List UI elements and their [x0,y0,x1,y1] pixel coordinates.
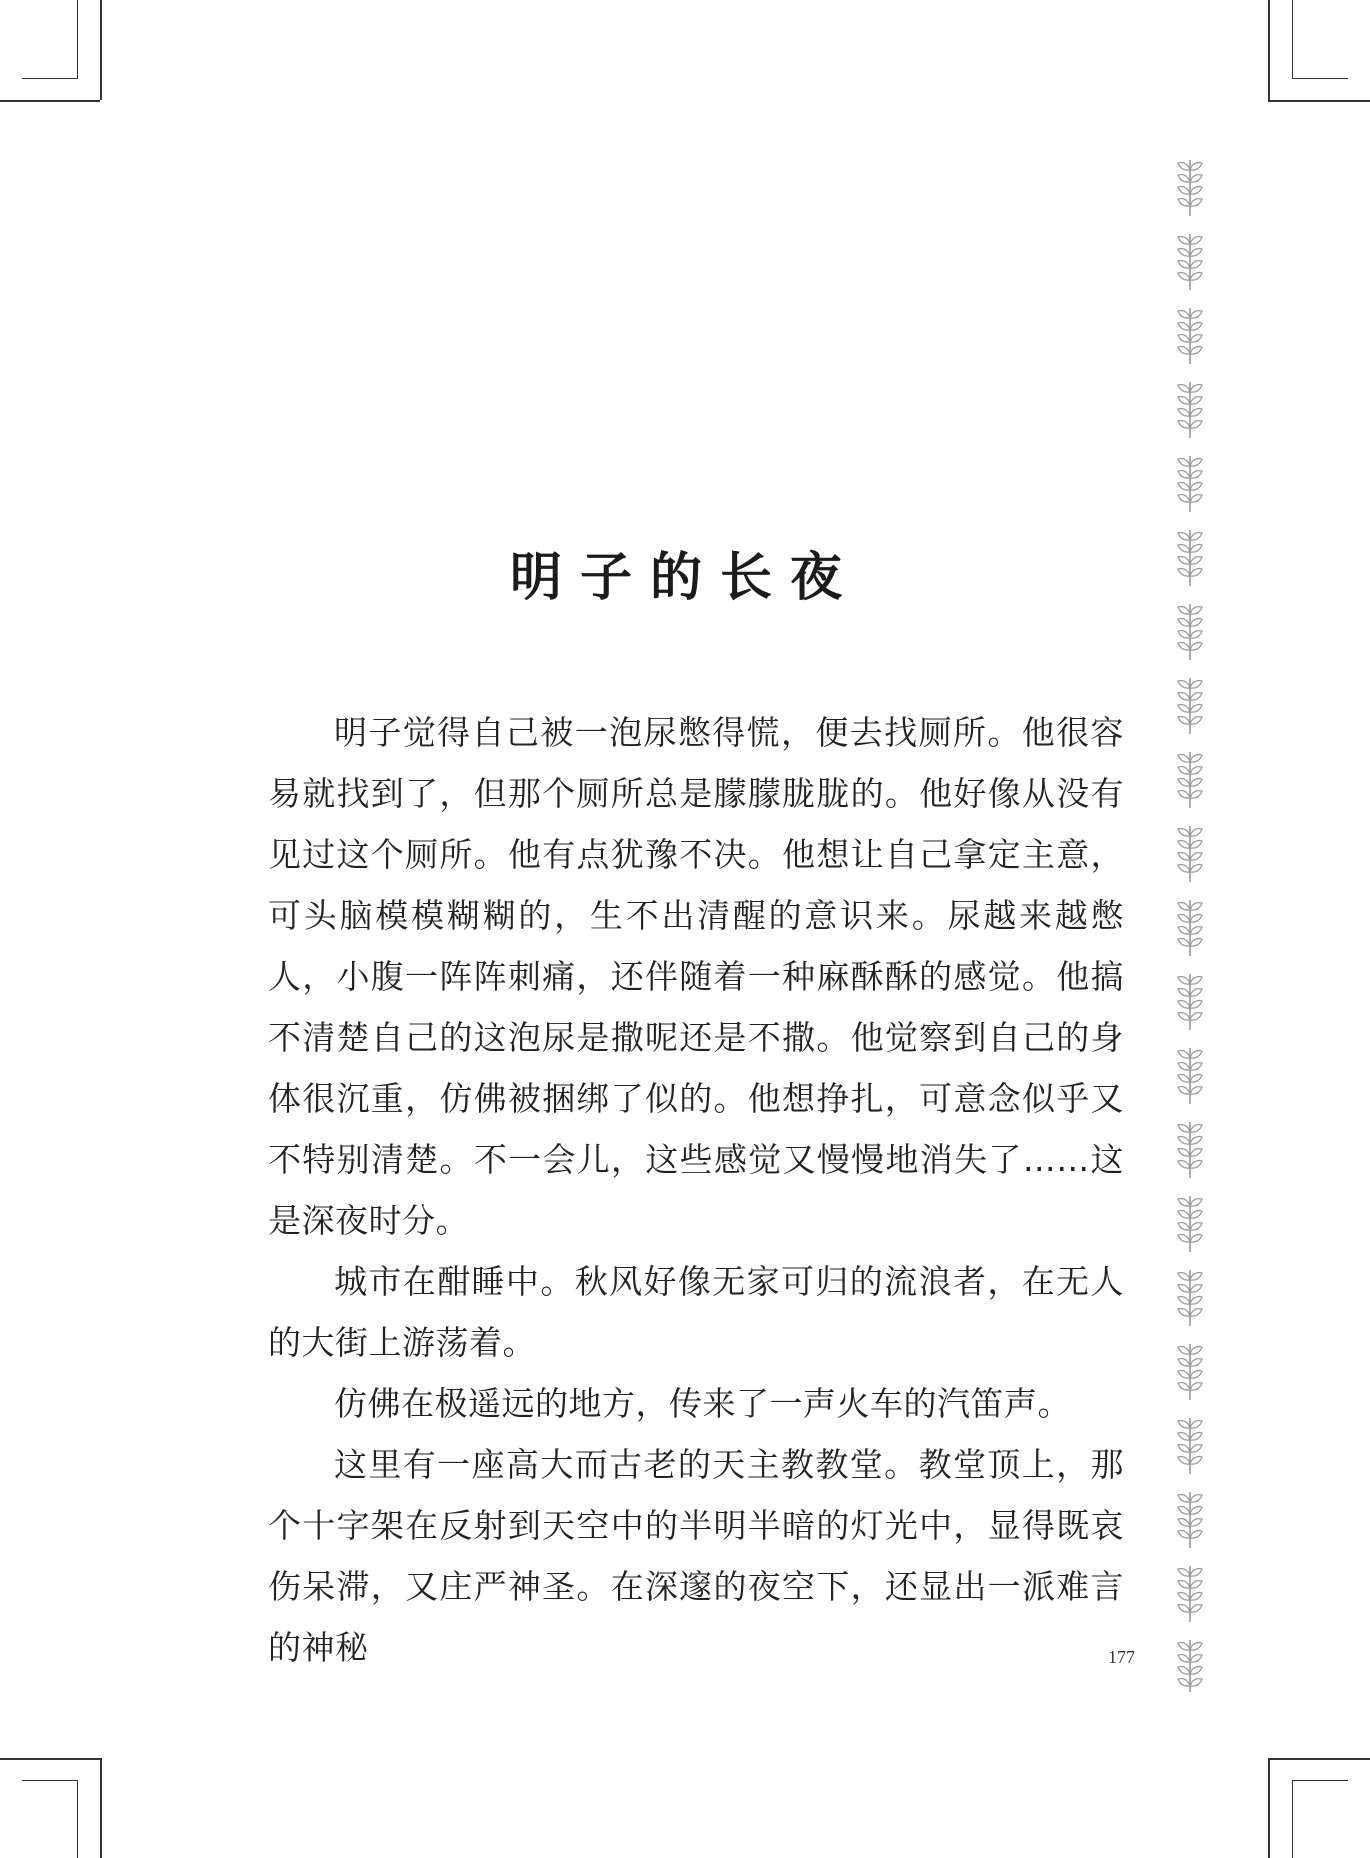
paragraph: 明子觉得自己被一泡尿憋得慌，便去找厕所。他很容易就找到了，但那个厕所总是朦朦胧胧的。他好像从没有见过这个厕所。他有点犹豫不决。他想让自己拿定主意，可头脑模模糊糊的，生不出清醒的意识来。尿越来越憋人，小腹一阵阵刺痛，还伴随着一种麻酥酥的感觉。他搞不清楚自己的这泡尿是撒呢还是不撒。他觉察到自己的身体很沉重，仿佛被捆绑了似的。他想挣扎，可意念似乎又不特别清楚。不一会儿，这些感觉又慢慢地消失了……这是深夜时分。 [268,713,1124,1240]
paragraph: 这里有一座高大而古老的天主教教堂。教堂顶上，那个十字架在反射到天空中的半明半暗的灯光中，显得既哀伤呆滞，又庄严神圣。在深邃的夜空下，还显出一派难言的神秘 [268,1445,1124,1667]
paragraph: 城市在酣睡中。秋风好像无家可归的流浪者，在无人的大街上游荡着。 [268,1262,1124,1362]
page-number: 177 [1108,1647,1135,1667]
chapter-body [268,702,1124,1678]
leaf-vine-ornament [1166,152,1214,1692]
chapter-title: 明子的长夜 [509,547,860,608]
paragraph: 仿佛在极遥远的地方，传来了一声火车的汽笛声。 [334,1384,1071,1423]
